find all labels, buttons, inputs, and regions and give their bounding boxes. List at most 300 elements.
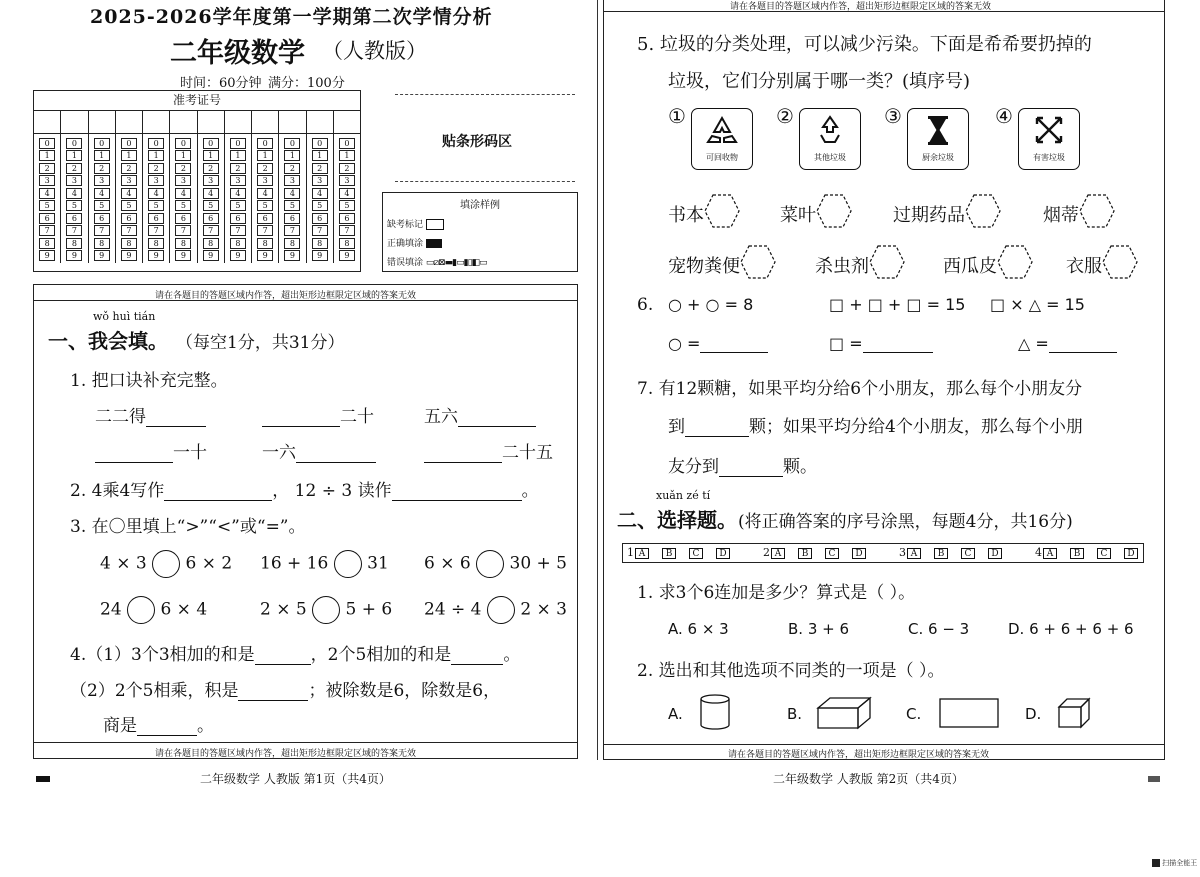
waste-item [943,245,1033,284]
admission-digit-bubble[interactable]: 5 [284,200,300,211]
divider [603,11,1165,12]
scanner-app-icon [1152,859,1160,867]
compare-circle[interactable] [487,596,515,624]
equation-2: □ + □ + □ = 15 [829,295,966,314]
divider [603,744,1165,745]
waste-item [1066,245,1138,284]
admission-digit-input[interactable] [116,111,143,133]
admission-digit-input[interactable] [307,111,334,133]
section1-note: （每空1分，共31分） [176,333,345,353]
admission-digit-bubble[interactable]: 3 [148,175,164,186]
admission-digit-bubble[interactable]: 8 [257,238,273,249]
admission-digit-bubble[interactable]: 9 [148,250,164,261]
admission-digit-bubble[interactable]: 9 [339,250,355,261]
admission-digit-bubble[interactable]: 8 [94,238,110,249]
wrong-fill-label: 错误填涂 [387,258,424,268]
admission-digit-bubble[interactable]: 8 [203,238,219,249]
answer-blank[interactable] [296,444,376,463]
waste-item-label: 烟蒂 [1043,204,1079,226]
admission-digit-bubble[interactable]: 1 [203,150,219,161]
wrong-fill-samples: ▭⧄⊠▬▮▭▮▯◧▭ [425,258,487,268]
cube-icon [1057,697,1091,729]
admission-digit-bubble[interactable]: 8 [121,238,137,249]
question-1-4-b: ，2个5相加的和是 [310,645,452,665]
choice-q2-option-d[interactable]: D. [1025,705,1042,723]
answer-blank[interactable] [238,682,308,701]
admission-digit-bubble[interactable]: 4 [203,188,219,199]
question-1-4-g: 。 [197,716,214,736]
admission-digit-bubble[interactable]: 7 [203,225,219,236]
rhyme-1: 二二得 [95,407,146,427]
admission-digit-column [225,134,252,263]
question-1-2-part-a: 4乘4写作 [91,481,165,501]
compare-left: 2 × 5 [260,599,307,620]
admission-digit-bubble[interactable]: 2 [39,163,55,174]
admission-digit-bubble[interactable]: 3 [66,175,82,186]
answer-blank[interactable] [719,458,783,477]
center-fold-line [597,0,598,760]
admission-digit-bubble[interactable]: 9 [230,250,246,261]
admission-digit-bubble[interactable]: 9 [175,250,191,261]
answer-blank[interactable] [700,334,768,353]
compare-left: 6 × 6 [424,553,471,574]
section1-title: 一、我会填。 [48,329,168,353]
waste-item-label: 杀虫剂 [815,255,869,277]
answer-card-bubble[interactable]: D [716,548,730,559]
answer-blank[interactable] [424,444,502,463]
answer-card-group [627,546,731,559]
hexagon-answer-box[interactable] [869,245,905,284]
bin-number: ③ [884,104,902,128]
hexagon-answer-box[interactable] [816,194,852,233]
fill-sample-title: 填涂样例 [460,200,500,211]
compare-right: 5 + 6 [345,599,393,620]
compare-left: 24 ÷ 4 [424,599,482,620]
answer-card-bubble[interactable]: A [635,548,649,559]
admission-digit-bubble[interactable]: 2 [257,163,273,174]
exam-title: 2025-2026学年度第一学期第二次学情分析 [90,6,493,28]
hazardous-waste-icon [1029,112,1069,148]
admission-digit-column [89,134,116,263]
answer-card-bubble[interactable]: C [1097,548,1111,559]
answer-card-bubble[interactable]: A [907,548,921,559]
admission-digit-input[interactable] [198,111,225,133]
admission-digit-bubble[interactable]: 1 [257,150,273,161]
admission-digit-bubble[interactable]: 4 [121,188,137,199]
choice-q2-option-a[interactable]: A. [668,705,683,723]
answer-blank[interactable] [458,408,536,427]
question-1-3-text: 3. 在〇里填上“>”“<”或“=”。 [70,517,306,537]
admission-digit-bubble[interactable]: 5 [203,200,219,211]
notice-bottom-right: 请在各题目的答题区域内作答，超出矩形边框限定区域的答案无效 [728,750,990,760]
admission-digit-column [116,134,143,263]
admission-digit-bubble[interactable]: 3 [94,175,110,186]
admission-digit-column [34,134,61,263]
admission-digit-bubble[interactable]: 8 [284,238,300,249]
admission-digit-bubble[interactable]: 2 [339,163,355,174]
admission-digit-bubble[interactable]: 7 [39,225,55,236]
question-1-2-part-b: ， 12 ÷ 3 读作 [272,481,392,501]
admission-digit-bubble[interactable]: 5 [230,200,246,211]
choice-q1-option-b[interactable]: B. 3 + 6 [788,620,850,638]
admission-digit-bubble[interactable]: 6 [284,213,300,224]
answer-blank[interactable] [451,646,503,665]
footer-right: 二年级数学 人教版 第2页（共4页） [773,772,964,786]
bin-label: 有害垃圾 [1033,153,1065,162]
admission-digit-bubble[interactable]: 7 [148,225,164,236]
admission-digit-bubble[interactable]: 2 [230,163,246,174]
waste-item-label: 宠物粪便 [668,255,740,277]
equation-1: ○ + ○ = 8 [668,295,754,314]
admission-digit-bubble[interactable]: 9 [203,250,219,261]
admission-digit-bubble[interactable]: 3 [175,175,191,186]
admission-digit-bubble[interactable]: 5 [121,200,137,211]
admission-digit-input[interactable] [34,111,61,133]
compare-circle[interactable] [334,550,362,578]
admission-grid [33,90,361,272]
admission-digit-bubble[interactable]: 0 [203,138,219,149]
admission-digit-column [198,134,225,263]
rhyme-2: 二十 [340,407,374,427]
admission-digit-bubble[interactable]: 4 [339,188,355,199]
section1-pinyin: wǒ huì tián [93,310,156,323]
admission-digit-bubble[interactable]: 8 [339,238,355,249]
admission-digit-bubble[interactable]: 9 [312,250,328,261]
admission-digit-bubble[interactable]: 0 [339,138,355,149]
page-marker [1148,776,1160,782]
bin-card [799,108,861,170]
compare-right: 6 × 4 [160,599,208,620]
admission-digit-bubble[interactable]: 2 [175,163,191,174]
admission-digit-bubble[interactable]: 1 [94,150,110,161]
recycle-icon [702,112,742,148]
admission-digit-bubble[interactable]: 0 [312,138,328,149]
answer-card-number: 4 [1035,546,1042,559]
answer-blank[interactable] [685,418,749,437]
compare-circle[interactable] [127,596,155,624]
answer-blank[interactable] [255,646,311,665]
question-7-a: 到 [668,417,685,437]
hexagon-answer-box[interactable] [997,245,1033,284]
admission-digit-bubble[interactable]: 1 [148,150,164,161]
admission-digit-bubble[interactable]: 8 [175,238,191,249]
admission-digit-input[interactable] [252,111,279,133]
answer-blank[interactable] [95,444,173,463]
answer-card-number: 3 [899,546,906,559]
admission-digit-bubble[interactable]: 5 [312,200,328,211]
admission-digit-bubble[interactable]: 0 [284,138,300,149]
hexagon-answer-box[interactable] [704,194,740,233]
admission-digit-bubble[interactable]: 5 [66,200,82,211]
admission-digit-input[interactable] [61,111,88,133]
admission-digit-bubble[interactable]: 6 [175,213,191,224]
hexagon-answer-box[interactable] [1079,194,1115,233]
admission-digit-bubble[interactable]: 3 [39,175,55,186]
admission-digit-bubble[interactable]: 5 [175,200,191,211]
edition-label: （人教版） [322,39,427,63]
waste-item [893,194,1001,233]
admission-digit-bubble[interactable]: 4 [148,188,164,199]
question-1-2-part-c: 。 [521,481,539,501]
admission-digit-column [307,134,334,263]
admission-digit-bubble[interactable]: 0 [121,138,137,149]
answer-blank[interactable] [137,717,197,736]
admission-digit-column [61,134,88,263]
admission-digit-bubble[interactable]: 4 [257,188,273,199]
admission-digit-bubble[interactable]: 7 [230,225,246,236]
admission-digit-bubble[interactable]: 2 [66,163,82,174]
choice-q1-option-d[interactable]: D. 6 + 6 + 6 + 6 [1008,620,1134,638]
choice-q2-option-c[interactable]: C. [906,705,922,723]
admission-digit-bubble[interactable]: 0 [175,138,191,149]
choice-q1-option-c[interactable]: C. 6 − 3 [908,620,970,638]
compare-left: 16 + 16 [260,553,329,574]
admission-digit-input[interactable] [279,111,306,133]
question-7-c: 友分到 [668,457,719,477]
question-1-4-e: ；被除数是6，除数是6， [308,681,501,701]
waste-item-label: 西瓜皮 [943,255,997,277]
admission-digit-bubble[interactable]: 1 [312,150,328,161]
answer-card-bubble[interactable]: A [1043,548,1057,559]
answer-blank[interactable] [262,408,340,427]
admission-digit-bubble[interactable]: 7 [66,225,82,236]
kitchen-waste-icon [918,112,958,148]
admission-digit-column [252,134,279,263]
answer-card-number: 1 [627,546,634,559]
admission-digit-input[interactable] [334,111,360,133]
admission-digit-bubble[interactable]: 6 [203,213,219,224]
admission-label: 准考证号 [34,91,360,111]
admission-digit-bubble[interactable]: 3 [339,175,355,186]
answer-card-group [899,546,1003,559]
question-1-4-d: （2）2个5相乘，积是 [70,681,239,701]
admission-digit-bubble[interactable]: 0 [66,138,82,149]
admission-digit-bubble[interactable]: 7 [257,225,273,236]
admission-digit-input[interactable] [170,111,197,133]
compare-circle[interactable] [476,550,504,578]
admission-digit-bubble[interactable]: 0 [39,138,55,149]
admission-digit-bubble[interactable]: 2 [312,163,328,174]
admission-digit-bubble[interactable]: 2 [203,163,219,174]
admission-digit-bubble[interactable]: 1 [121,150,137,161]
question-7-d: 颗。 [783,457,817,477]
admission-digit-bubble[interactable]: 3 [203,175,219,186]
section2-title: 二、选择题。 [617,508,737,532]
question-1-4-a: 4.（1）3个3相加的和是 [70,645,255,665]
admission-digit-bubble[interactable]: 2 [94,163,110,174]
admission-digit-bubble[interactable]: 6 [148,213,164,224]
admission-digit-bubble[interactable]: 7 [312,225,328,236]
answer-card-group [763,546,867,559]
admission-digit-bubble[interactable]: 6 [312,213,328,224]
admission-digit-bubble[interactable]: 2 [284,163,300,174]
admission-digit-bubble[interactable]: 8 [148,238,164,249]
absent-mark-label: 缺考标记 [387,220,424,230]
question-5-line1: 5. 垃圾的分类处理，可以减少污染。下面是希希要扔掉的 [637,34,1092,55]
admission-digit-bubble[interactable]: 9 [39,250,55,261]
watermark-text: 扫描全能王 [1162,859,1198,867]
admission-digit-bubble[interactable]: 1 [339,150,355,161]
admission-digit-bubble[interactable]: 4 [175,188,191,199]
admission-digit-bubble[interactable]: 4 [312,188,328,199]
admission-digit-bubble[interactable]: 8 [312,238,328,249]
bin-card [691,108,753,170]
notice-top-right: 请在各题目的答题区域内作答，超出矩形边框限定区域的答案无效 [730,2,992,12]
answer-card-bubble[interactable]: C [825,548,839,559]
admission-digit-bubble[interactable]: 1 [66,150,82,161]
answer-card-bubble[interactable]: D [988,548,1002,559]
admission-digit-bubble[interactable]: 3 [284,175,300,186]
rhyme-5: 一六 [262,443,296,463]
admission-digit-input[interactable] [225,111,252,133]
bin-number: ② [776,104,794,128]
waste-item [668,194,740,233]
admission-digit-input[interactable] [89,111,116,133]
admission-digit-bubble[interactable]: 6 [39,213,55,224]
admission-digit-bubble[interactable]: 0 [148,138,164,149]
waste-item [815,245,905,284]
answer-card-bubble[interactable]: C [961,548,975,559]
answer-card-bubble[interactable]: D [852,548,866,559]
admission-digit-bubble[interactable]: 3 [312,175,328,186]
admission-digit-bubble[interactable]: 1 [284,150,300,161]
admission-digit-bubble[interactable]: 2 [121,163,137,174]
answer-blank[interactable] [392,482,522,501]
admission-digit-bubble[interactable]: 7 [94,225,110,236]
compare-left: 24 [100,599,122,620]
choice-q1-text: 1. 求3个6连加是多少？算式是（ ）。 [637,583,916,603]
admission-digit-bubble[interactable]: 5 [94,200,110,211]
admission-digit-bubble[interactable]: 7 [284,225,300,236]
admission-digit-bubble[interactable]: 7 [339,225,355,236]
answer-card-bubble[interactable]: B [1070,548,1084,559]
choice-q2-option-b[interactable]: B. [787,705,803,723]
page-marker [36,776,50,782]
admission-digit-bubble[interactable]: 8 [66,238,82,249]
hexagon-answer-box[interactable] [965,194,1001,233]
question-1-4-c: 。 [503,645,521,665]
bin-number: ④ [995,104,1013,128]
question-1-4-f: 商是 [103,716,137,736]
answer-blank[interactable] [1049,334,1117,353]
question-6-num: 6. [637,295,654,315]
answer-card-bubble[interactable]: D [1124,548,1138,559]
other-waste-icon [810,112,850,148]
answer-card-bubble[interactable]: B [662,548,676,559]
admission-digit-bubble[interactable]: 3 [257,175,273,186]
answer-blank[interactable] [146,408,206,427]
hexagon-answer-box[interactable] [1102,245,1138,284]
admission-digit-bubble[interactable]: 9 [284,250,300,261]
admission-digit-bubble[interactable]: 0 [257,138,273,149]
absent-mark-box[interactable] [426,219,444,230]
bin-label: 其他垃圾 [814,153,846,162]
answer-card-bubble[interactable]: B [934,548,948,559]
admission-digit-bubble[interactable]: 5 [148,200,164,211]
question-1-1-text: 1. 把口诀补充完整。 [70,371,228,391]
admission-digit-bubble[interactable]: 9 [257,250,273,261]
fill-sample-box [382,192,578,272]
answer-card-row [622,543,1144,563]
compare-circle[interactable] [152,550,180,578]
admission-digit-bubble[interactable]: 9 [66,250,82,261]
admission-digit-bubble[interactable]: 1 [39,150,55,161]
admission-digit-bubble[interactable]: 5 [257,200,273,211]
admission-digit-bubble[interactable]: 6 [94,213,110,224]
admission-digit-bubble[interactable]: 6 [230,213,246,224]
divider [395,181,575,182]
question-7-b: 颗；如果平均分给4个小朋友，那么每个小朋 [749,417,1083,437]
admission-digit-bubble[interactable]: 9 [94,250,110,261]
admission-digit-bubble[interactable]: 7 [175,225,191,236]
admission-digit-bubble[interactable]: 8 [230,238,246,249]
subject-title: 二年级数学 [170,38,305,69]
waste-item-label: 衣服 [1066,255,1102,277]
admission-digit-bubble[interactable]: 2 [148,163,164,174]
admission-digit-bubble[interactable]: 4 [66,188,82,199]
choice-q1-option-a[interactable]: A. 6 × 3 [668,620,729,638]
admission-digit-bubble[interactable]: 5 [39,200,55,211]
compare-right: 30 + 5 [509,553,567,574]
rhyme-6: 二十五 [502,443,553,463]
compare-circle[interactable] [312,596,340,624]
admission-digit-bubble[interactable]: 4 [284,188,300,199]
time-label: 时间：60分钟 [180,76,262,91]
admission-digit-bubble[interactable]: 1 [175,150,191,161]
admission-digit-input[interactable] [143,111,170,133]
admission-digit-bubble[interactable]: 4 [39,188,55,199]
admission-digit-bubble[interactable]: 0 [230,138,246,149]
admission-digit-bubble[interactable]: 6 [257,213,273,224]
admission-digit-bubble[interactable]: 3 [230,175,246,186]
divider [33,300,578,301]
admission-digit-bubble[interactable]: 4 [94,188,110,199]
answer-card-bubble[interactable]: A [771,548,785,559]
answer-blank[interactable] [164,482,272,501]
waste-item-label: 菜叶 [780,204,816,226]
admission-digit-bubble[interactable]: 9 [121,250,137,261]
admission-digit-column [334,134,360,263]
admission-digit-bubble[interactable]: 1 [230,150,246,161]
rhyme-3: 五六 [424,407,458,427]
admission-digit-bubble[interactable]: 4 [230,188,246,199]
answer-card-group [1035,546,1139,559]
answer-card-bubble[interactable]: C [689,548,703,559]
correct-fill-box [426,239,442,248]
cuboid-icon [816,696,872,730]
admission-digit-bubble[interactable]: 8 [39,238,55,249]
hexagon-answer-box[interactable] [740,245,776,284]
bin-card [1018,108,1080,170]
bin-label: 厨余垃圾 [922,153,954,162]
admission-digit-bubble[interactable]: 6 [121,213,137,224]
admission-digit-bubble[interactable]: 6 [66,213,82,224]
admission-digit-bubble[interactable]: 5 [339,200,355,211]
admission-digit-bubble[interactable]: 0 [94,138,110,149]
divider [33,742,578,743]
bin-label: 可回收物 [706,153,738,162]
answer-blank[interactable] [863,334,933,353]
answer-card-bubble[interactable]: B [798,548,812,559]
admission-digit-bubble[interactable]: 6 [339,213,355,224]
answer-card-number: 2 [763,546,770,559]
admission-digit-column [279,134,306,263]
admission-digit-bubble[interactable]: 7 [121,225,137,236]
footer-left: 二年级数学 人教版 第1页（共4页） [200,772,391,786]
choice-q2-text: 2. 选出和其他选项不同类的一项是（ ）。 [637,661,945,681]
admission-digit-bubble[interactable]: 3 [121,175,137,186]
correct-fill-label: 正确填涂 [387,239,424,249]
